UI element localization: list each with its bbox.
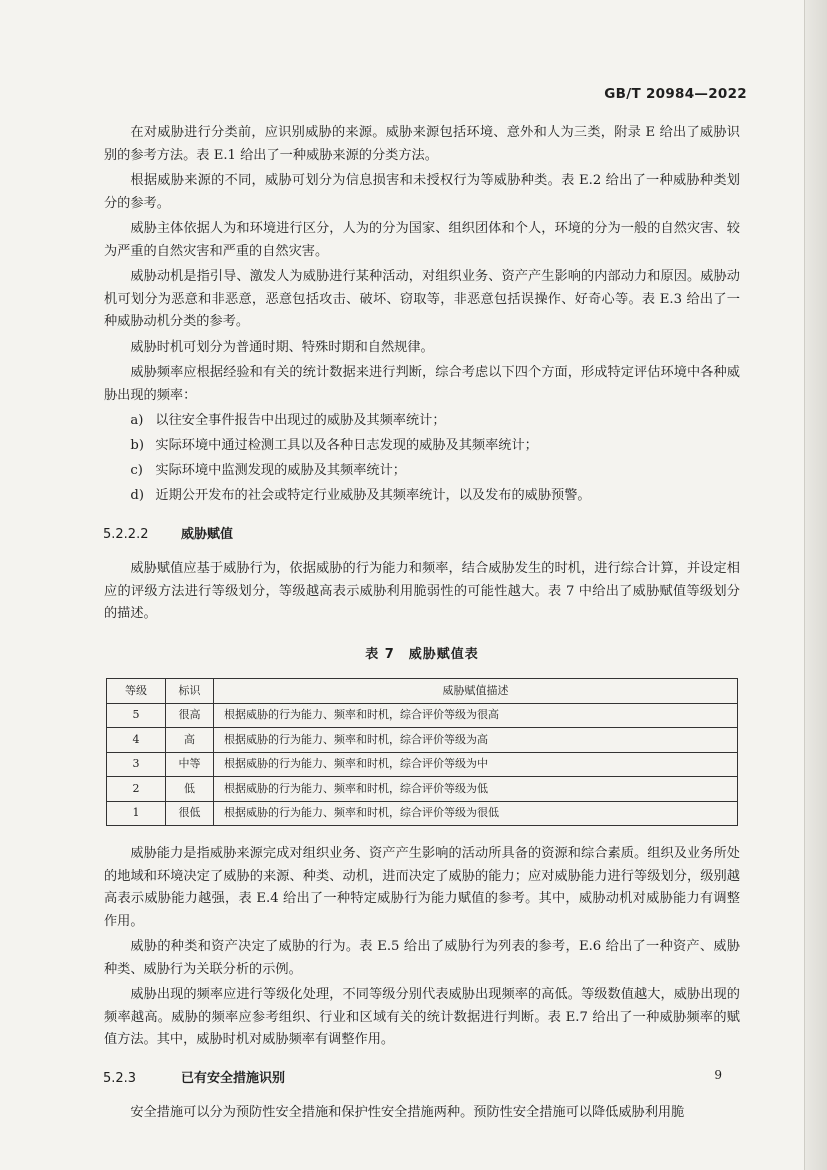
cell-label: 高 [166, 728, 214, 753]
section-heading [104, 1068, 740, 1091]
paragraph: 威胁主体依据人为和环境进行区分，人为的分为国家、组织团体和个人，环境的分为一般的自然灾害、较为严重的自然灾害和严重的自然灾害。 [104, 221, 740, 259]
list-label: a) [130, 413, 144, 428]
page-edge [804, 0, 827, 1170]
column-header-description: 威胁赋值描述 [214, 679, 738, 704]
list-item [104, 460, 740, 483]
standard-code: GB/T 20984—2022 [604, 86, 747, 102]
cell-label: 低 [166, 777, 214, 802]
list-text: 以往安全事件报告中出现过的威胁及其频率统计； [155, 413, 446, 428]
cell-level: 2 [107, 777, 166, 802]
list-text: 近期公开发布的社会或特定行业威胁及其频率统计，以及发布的威胁预警。 [155, 488, 591, 503]
list-text: 实际环境中监测发现的威胁及其频率统计； [155, 463, 406, 478]
cell-description: 根据威胁的行为能力、频率和时机，综合评价等级为高 [214, 728, 738, 753]
cell-description: 根据威胁的行为能力、频率和时机，综合评价等级为中 [214, 752, 738, 777]
cell-label: 中等 [166, 752, 214, 777]
column-header-label: 标识 [166, 679, 214, 704]
document-body [104, 122, 740, 1128]
table-row [107, 777, 738, 802]
list-label: c) [130, 463, 143, 478]
table-row [107, 728, 738, 753]
table-row [107, 801, 738, 826]
list-text: 实际环境中通过检测工具以及各种日志发现的威胁及其频率统计； [155, 438, 538, 453]
section-title: 威胁赋值 [181, 526, 234, 542]
paragraph: 威胁时机可划分为普通时期、特殊时期和自然规律。 [130, 339, 434, 355]
section-title: 已有安全措施识别 [181, 1070, 286, 1086]
cell-level: 5 [107, 703, 166, 728]
table-header-row [107, 679, 738, 704]
list-item [104, 485, 740, 508]
cell-label: 很高 [166, 703, 214, 728]
cell-description: 根据威胁的行为能力、频率和时机，综合评价等级为低 [214, 777, 738, 802]
paragraph: 在对威胁进行分类前，应识别威胁的来源。威胁来源包括环境、意外和人为三类，附录 E 给出了威胁识别的参考方法。表 E.1 给出了一种威胁来源的分类方法。 [104, 125, 740, 163]
column-header-level: 等级 [107, 679, 166, 704]
paragraph: 威胁出现的频率应进行等级化处理，不同等级分别代表威胁出现频率的高低。等级数值越大，威胁出现的频率越高。威胁的频率应参考组织、行业和区域有关的统计数据进行判断。表 E.7 给出了一种威胁频率的赋值方法。其中，威胁时机对威胁频率有调整作用。 [104, 987, 740, 1047]
cell-description: 根据威胁的行为能力、频率和时机，综合评价等级为很低 [214, 801, 738, 826]
table-number: 表 7 [365, 646, 395, 662]
paragraph: 威胁的种类和资产决定了威胁的行为。表 E.5 给出了威胁行为列表的参考，E.6 给出了一种资产、威胁种类、威胁行为关联分析的示例。 [104, 939, 740, 977]
paragraph: 威胁赋值应基于威胁行为，依据威胁的行为能力和频率，结合威胁发生的时机，进行综合计算，并设定相应的评级方法进行等级划分，等级越高表示威胁利用脆弱性的可能性越大。表 7 中给出了威胁赋值等级划分的描述。 [104, 561, 740, 621]
paragraph: 威胁动机是指引导、激发人为威胁进行某种活动，对组织业务、资产产生影响的内部动力和原因。威胁动机可划分为恶意和非恶意，恶意包括攻击、破坏、窃取等，非恶意包括误操作、好奇心等。表 E.3 给出了一种威胁动机分类的参考。 [104, 269, 740, 329]
cell-label: 很低 [166, 801, 214, 826]
page-number: 9 [714, 1068, 722, 1082]
paragraph: 安全措施可以分为预防性安全措施和保护性安全措施两种。预防性安全措施可以降低威胁利用脆 [130, 1105, 685, 1120]
cell-description: 根据威胁的行为能力、频率和时机，综合评价等级为很高 [214, 703, 738, 728]
paragraph: 威胁能力是指威胁来源完成对组织业务、资产产生影响的活动所具备的资源和综合素质。组织及业务所处的地域和环境决定了威胁的来源、种类、动机，进而决定了威胁的能力；应对威胁能力进行等级划分，级别越高表示威胁能力越强，表 E.4 给出了一种特定威胁行为能力赋值的参考。其中，威胁动机对威胁能力有调整作用。 [104, 846, 740, 929]
cell-level: 4 [107, 728, 166, 753]
table-row [107, 752, 738, 777]
table-caption [104, 644, 740, 667]
table-row [107, 703, 738, 728]
section-heading [104, 524, 740, 547]
list-item [104, 435, 740, 458]
section-number: 5.2.3 [103, 1070, 137, 1086]
list-label: d) [130, 488, 144, 503]
list-item [104, 410, 740, 433]
list-label: b) [130, 438, 144, 453]
paragraph: 威胁频率应根据经验和有关的统计数据来进行判断，综合考虑以下四个方面，形成特定评估环境中各种威胁出现的频率： [104, 365, 740, 403]
threat-value-table [106, 678, 738, 826]
cell-level: 3 [107, 752, 166, 777]
section-number: 5.2.2.2 [103, 526, 149, 542]
cell-level: 1 [107, 801, 166, 826]
paragraph: 根据威胁来源的不同，威胁可划分为信息损害和未授权行为等威胁种类。表 E.2 给出了一种威胁种类划分的参考。 [104, 173, 740, 211]
table-title: 威胁赋值表 [408, 646, 479, 662]
